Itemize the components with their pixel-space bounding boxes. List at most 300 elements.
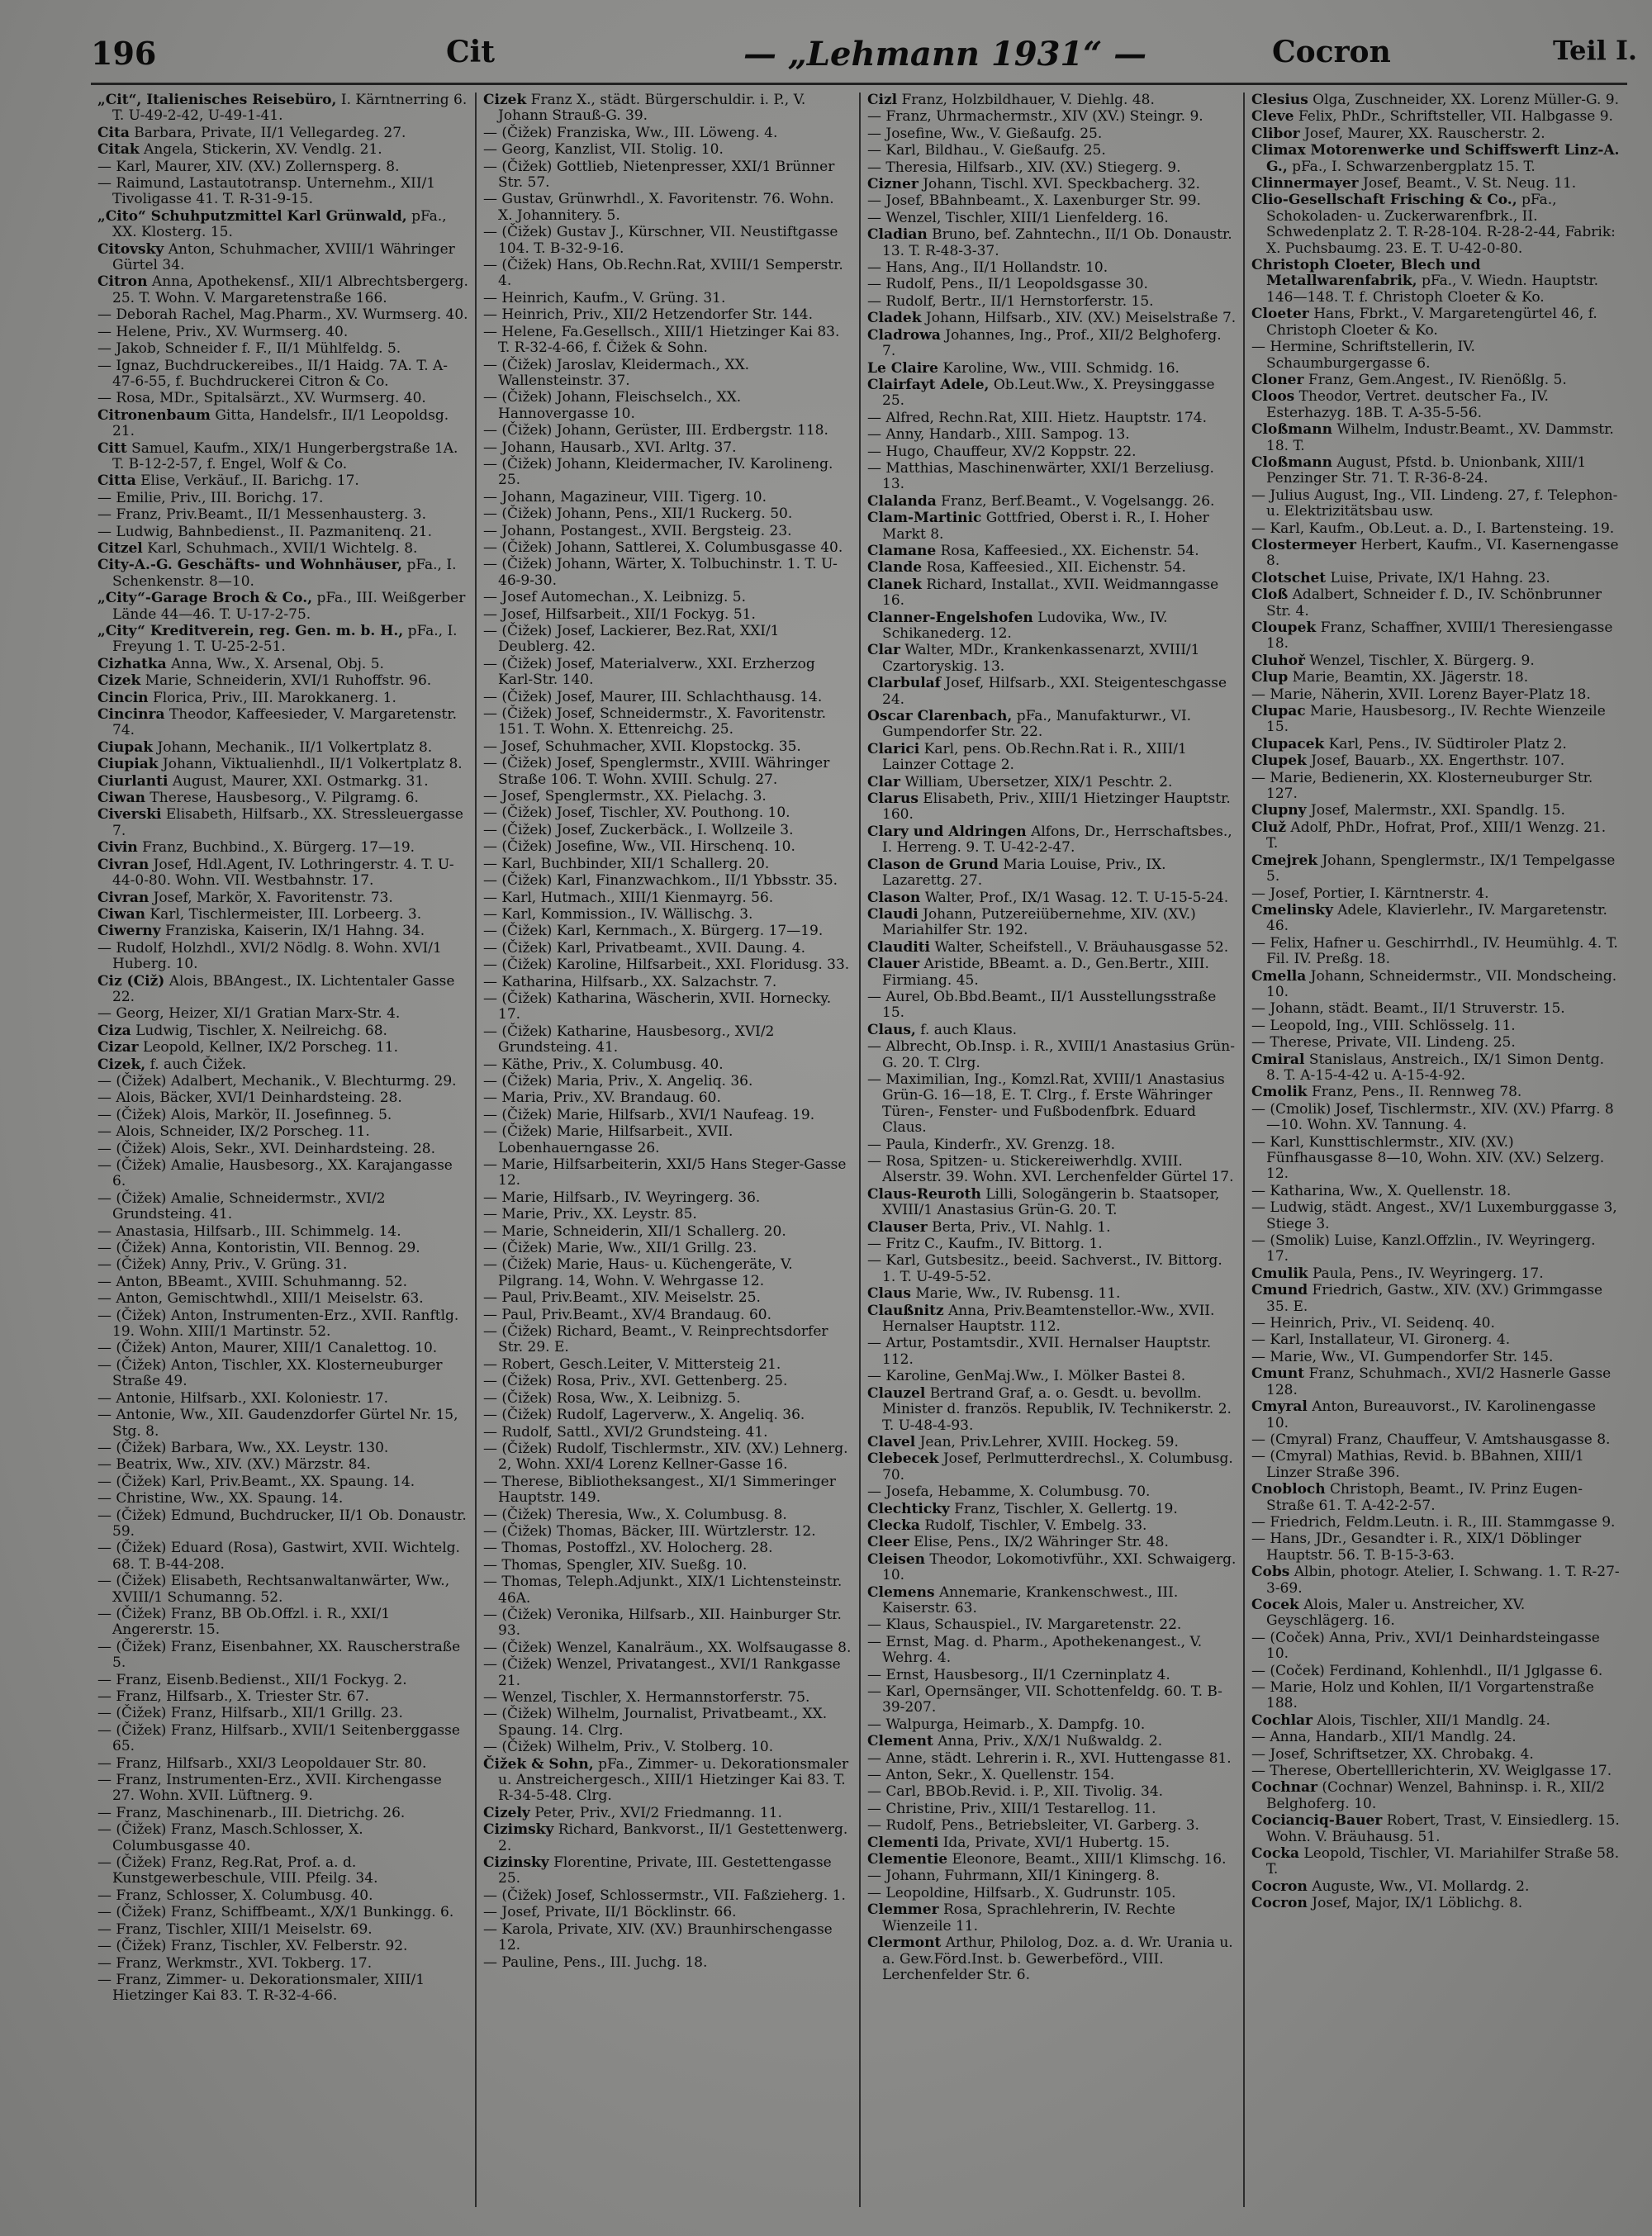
entry-surname: Cmelinsky bbox=[1251, 901, 1333, 919]
entry-details: — Karoline, GenMaj.Ww., I. Mölker Bastei 8. bbox=[867, 1368, 1186, 1385]
entry-details: — Anastasia, Hilfsarb., III. Schimmelg. 14. bbox=[97, 1222, 401, 1240]
entry-details: — Robert, Gesch.Leiter, V. Mittersteig 21. bbox=[483, 1355, 781, 1373]
directory-entry bbox=[867, 1435, 1237, 1450]
directory-entry bbox=[97, 93, 468, 125]
entry-details: Josef, Malermstr., XXI. Spandlg. 15. bbox=[1310, 802, 1565, 819]
directory-entry bbox=[867, 1684, 1237, 1716]
entry-details: Peter, Priv., XVI/2 Friedmanng. 11. bbox=[534, 1804, 782, 1821]
directory-entry bbox=[867, 775, 1237, 790]
entry-surname: Ciupiak bbox=[97, 756, 159, 773]
directory-entry bbox=[97, 1491, 468, 1507]
entry-details: Johann, Viktualienhdl., II/1 Volkertplatz 8. bbox=[162, 756, 463, 773]
entry-details: Arthur, Philolog, Doz. a. d. Wr. Urania u. a. Gew.Förd.Inst. b. Gewerbeförd., VIII. Lerchenfelder Str. 6. bbox=[882, 1935, 1233, 1983]
directory-entry bbox=[97, 1257, 468, 1273]
entry-details: — Marie, Priv., XX. Leystr. 85. bbox=[483, 1206, 697, 1223]
entry-details: — (Čižek) Marie, Haus- u. Küchengeräte, V. Pilgrang. 14, Wohn. V. Wehrgasse 12. bbox=[483, 1256, 793, 1289]
directory-entry bbox=[867, 1751, 1237, 1767]
directory-entry bbox=[867, 1369, 1237, 1384]
entry-surname: Cladian bbox=[867, 226, 928, 244]
entry-details: — (Čižek) Anton, Tischler, XX. Klosterneuburger Straße 49. bbox=[97, 1356, 443, 1390]
directory-entry bbox=[97, 1391, 468, 1407]
entry-details: I. Kärntnerring 6. T. U-49-2-42, U-49-1-41. bbox=[112, 93, 468, 125]
directory-entry bbox=[1251, 704, 1621, 736]
entry-surname: Citt bbox=[97, 439, 127, 457]
entry-details: pFa., XX. Klosterg. 15. bbox=[112, 207, 447, 241]
entry-details: Gottfried, Oberst i. R., I. Hoher Markt 8. bbox=[882, 510, 1209, 543]
entry-surname: Clauser bbox=[867, 1218, 928, 1236]
entry-details: — (Čižek) Eduard (Rosa), Gastwirt, XVII. Wichtelg. 68. T. B-44-208. bbox=[97, 1540, 460, 1573]
directory-entry bbox=[483, 823, 852, 838]
directory-entry bbox=[483, 941, 852, 957]
entry-details: — Marie, Hilfsarbeiterin, XXI/5 Hans Steger-Gasse 12. bbox=[483, 1156, 847, 1189]
directory-entry bbox=[1251, 620, 1621, 653]
entry-details: — (Čižek) Maria, Priv., X. Angeliq. 36. bbox=[483, 1072, 753, 1090]
entry-details: August, Maurer, XXI. Ostmarkg. 31. bbox=[172, 772, 429, 790]
directory-entry bbox=[97, 1040, 468, 1056]
directory-entry bbox=[483, 1207, 852, 1222]
directory-entry bbox=[1251, 1350, 1621, 1365]
entry-details: — (Čižek) Franziska, Ww., III. Löweng. 4. bbox=[483, 124, 778, 141]
directory-entry bbox=[867, 1617, 1237, 1633]
entry-details: — (Čižek) Richard, Beamt., V. Reinprechtsdorfer Str. 29. E. bbox=[483, 1323, 828, 1356]
entry-details: — Leopoldine, Hilfsarb., X. Gudrunstr. 105. bbox=[867, 1884, 1176, 1901]
directory-entry bbox=[97, 242, 468, 274]
directory-entry bbox=[867, 510, 1237, 543]
directory-entry bbox=[97, 1074, 468, 1090]
directory-entry bbox=[867, 577, 1237, 610]
directory-entry bbox=[867, 143, 1237, 159]
entry-details: — Georg, Heizer, XI/1 Gratian Marx-Str. 4. bbox=[97, 1005, 401, 1023]
directory-entry bbox=[483, 540, 852, 556]
directory-entry bbox=[867, 1852, 1237, 1868]
entry-surname: Clauzel bbox=[867, 1384, 926, 1402]
directory-entry bbox=[867, 1484, 1237, 1500]
entry-details: Josef, Bauarb., XX. Engerthstr. 107. bbox=[1311, 752, 1565, 770]
entry-surname: Clande bbox=[867, 559, 923, 577]
entry-details: — (Cmyral) Franz, Chauffeur, V. Amtshausgasse 8. bbox=[1251, 1431, 1611, 1448]
entry-surname: Cita bbox=[97, 124, 130, 141]
directory-entry bbox=[483, 857, 852, 872]
entry-surname: Cizhatka bbox=[97, 655, 167, 672]
directory-entry bbox=[97, 1358, 468, 1390]
entry-details: f. auch Klaus. bbox=[920, 1021, 1018, 1038]
entry-details: Barbara, Private, II/1 Vellegardeg. 27. bbox=[134, 124, 406, 141]
directory-entry bbox=[483, 923, 852, 939]
entry-details: — (Čižek) Barbara, Ww., XX. Leystr. 130. bbox=[97, 1439, 389, 1456]
directory-entry bbox=[867, 560, 1237, 576]
directory-entry bbox=[1251, 339, 1621, 372]
entry-surname: Clason de Grund bbox=[867, 856, 999, 873]
directory-entry bbox=[867, 643, 1237, 675]
entry-details: Adolf, PhDr., Hofrat, Prof., XIII/1 Wenzg. 21. T. bbox=[1266, 819, 1607, 852]
entry-details: — Antonie, Ww., XII. Gaudenzdorfer Gürtel Nr. 15, Stg. 8. bbox=[97, 1407, 458, 1440]
entry-details: — Käthe, Priv., X. Columbusg. 40. bbox=[483, 1056, 724, 1073]
directory-entry bbox=[97, 1441, 468, 1456]
directory-entry bbox=[97, 691, 468, 706]
directory-entry bbox=[483, 1290, 852, 1306]
entry-details: — (Čižek) Theresia, Ww., X. Columbusg. 8. bbox=[483, 1506, 787, 1523]
directory-entry bbox=[1251, 771, 1621, 803]
entry-surname: City-A.-G. Geschäfts- und Wohnhäuser, bbox=[97, 557, 403, 574]
entry-details: — (Čižek) Gustav J., Kürschner, VII. Neustiftgasse 104. T. B-32-9-16. bbox=[483, 224, 838, 257]
directory-entry bbox=[867, 1768, 1237, 1783]
entry-details: — Franz, Uhrmachermstr., XIV (XV.) Steingr. 9. bbox=[867, 108, 1203, 126]
directory-entry bbox=[867, 1253, 1237, 1285]
entry-details: Auguste, Ww., VI. Mollardg. 2. bbox=[1312, 1878, 1530, 1895]
entry-details: — Franz, Hilfsarb., XXI/3 Leopoldauer Str. 80. bbox=[97, 1754, 427, 1772]
entry-details: — Karl, Buchbinder, XII/1 Schallerg. 20. bbox=[483, 855, 770, 872]
directory-entry bbox=[867, 1286, 1237, 1302]
entry-details: — Johann, städt. Beamt., II/1 Struverstr. 15. bbox=[1251, 1000, 1565, 1018]
entry-details: Olga, Zuschneider, XX. Lorenz Müller-G. 9. bbox=[1313, 93, 1619, 108]
directory-entry bbox=[1251, 587, 1621, 620]
entry-details: Wilhelm, Industr.Beamt., XV. Dammstr. 18. T. bbox=[1266, 421, 1614, 454]
directory-entry bbox=[97, 941, 468, 973]
entry-details: — Josef, Hilfsarbeit., XII/1 Fockyg. 51. bbox=[483, 605, 756, 623]
entry-details: — (Čižek) Hans, Ob.Rechn.Rat, XVIII/1 Semperstr. 4. bbox=[483, 257, 843, 290]
entry-details: Alois, Tischler, XII/1 Mandlg. 24. bbox=[1317, 1711, 1550, 1729]
directory-entry bbox=[483, 706, 852, 738]
directory-entry bbox=[483, 1124, 852, 1156]
entry-details: Franz, Pens., II. Rennweg 78. bbox=[1311, 1084, 1522, 1101]
entry-surname: Citovsky bbox=[97, 240, 164, 258]
header-last-word: Cocron bbox=[1272, 35, 1391, 69]
entry-surname: Cizek, bbox=[97, 1056, 146, 1073]
directory-entry bbox=[483, 325, 852, 357]
entry-details: Elise, Pens., IX/2 Währinger Str. 48. bbox=[913, 1534, 1169, 1551]
directory-entry bbox=[97, 1574, 468, 1606]
entry-details: — Christine, Ww., XX. Spaung. 14. bbox=[97, 1490, 344, 1507]
entry-details: — (Čižek) Amalie, Schneidermstr., XVI/2 Grundsteing. 41. bbox=[97, 1189, 386, 1223]
entry-details: — Josef, Schuhmacher, XVII. Klopstockg. 35. bbox=[483, 738, 801, 755]
entry-surname: Cloßmann bbox=[1251, 453, 1332, 471]
directory-entry bbox=[1251, 670, 1621, 686]
entry-details: — Heinrich, Priv., VI. Seidenq. 40. bbox=[1251, 1315, 1495, 1332]
entry-surname: Clauer bbox=[867, 956, 920, 973]
entry-details: — (Cmyral) Mathias, Revid. b. BBahnen, XIII/1 Linzer Straße 396. bbox=[1251, 1448, 1584, 1481]
directory-entry bbox=[1251, 1184, 1621, 1199]
entry-details: Alfons, Dr., Herrschaftsbes., I. Herreng. 9. T. U-42-2-47. bbox=[882, 823, 1232, 857]
entry-details: Bruno, bef. Zahntechn., II/1 Ob. Donaustr. 13. T. R-48-3-37. bbox=[882, 226, 1232, 259]
entry-details: — Klaus, Schauspiel., IV. Margaretenstr. 22. bbox=[867, 1616, 1182, 1634]
entry-details: — (Čižek) Karl, Finanzwachkom., II/1 Ybbsstr. 35. bbox=[483, 872, 838, 890]
entry-details: — Thomas, Postoffzl., XV. Holocherg. 28. bbox=[483, 1540, 773, 1557]
entry-details: — Helene, Priv., XV. Wurmserg. 40. bbox=[97, 323, 349, 340]
entry-details: — (Čižek) Franz, Tischler, XV. Felberstr. 92. bbox=[97, 1938, 408, 1955]
directory-entry bbox=[867, 1039, 1237, 1071]
entry-details: — (Cmolik) Josef, Tischlermstr., XIV. (XV.) Pfarrg. 8—10. Wohn. XV. Tannung. 4. bbox=[1251, 1100, 1614, 1134]
directory-entry bbox=[483, 1905, 852, 1920]
directory-entry bbox=[97, 491, 468, 506]
entry-details: — (Čižek) Karl, Kernmach., X. Bürgerg. 17—19. bbox=[483, 923, 824, 940]
entry-surname: Cizely bbox=[483, 1804, 530, 1821]
entry-details: Richard, Bankvorst., II/1 Gestettenwerg. 2. bbox=[498, 1821, 848, 1854]
entry-details: — (Čižek) Josef, Schneidermstr., X. Favoritenstr. 151. T. Wohn. X. Ettenreichg. 25. bbox=[483, 705, 827, 738]
directory-entry bbox=[97, 507, 468, 523]
entry-details: — (Čižek) Johann, Sattlerei, X. Columbusgasse 40. bbox=[483, 539, 843, 556]
directory-entry bbox=[97, 974, 468, 1006]
directory-entry bbox=[97, 1090, 468, 1106]
entry-details: — (Čižek) Josefine, Ww., VII. Hirschenq. 10. bbox=[483, 838, 795, 856]
entry-details: — Hans, Ang., II/1 Hollandstr. 10. bbox=[867, 259, 1108, 277]
directory-entry bbox=[97, 1756, 468, 1772]
entry-surname: Civran bbox=[97, 889, 150, 906]
directory-entry bbox=[1251, 176, 1621, 192]
entry-details: (Cochnar) Wenzel, Bahninsp. i. R., XII/2 Belghoferg. 10. bbox=[1266, 1779, 1605, 1812]
entry-details: — Alois, Schneider, IX/2 Porscheg. 11. bbox=[97, 1123, 370, 1141]
directory-entry bbox=[97, 1706, 468, 1721]
entry-details: Anna, Priv., X/X/1 Nußwaldg. 2. bbox=[938, 1733, 1163, 1750]
directory-entry bbox=[483, 93, 852, 125]
entry-details: — Matthias, Maschinenwärter, XXI/1 Berzeliusg. 13. bbox=[867, 459, 1214, 493]
entry-surname: Clam-Martinic bbox=[867, 510, 982, 527]
entry-details: — Rudolf, Pens., II/1 Leopoldsgasse 30. bbox=[867, 276, 1148, 293]
directory-entry bbox=[867, 940, 1237, 956]
entry-surname: Cochnar bbox=[1251, 1779, 1317, 1797]
directory-entry bbox=[1251, 1531, 1621, 1564]
directory-entry bbox=[97, 1457, 468, 1473]
directory-entry bbox=[483, 756, 852, 788]
entry-details: Richard, Installat., XVII. Weidmanngasse 16. bbox=[882, 576, 1219, 610]
entry-details: Rosa, Kaffeesied., XII. Eichenstr. 54. bbox=[926, 559, 1186, 577]
entry-surname: Cizinsky bbox=[483, 1854, 549, 1872]
entry-details: — Deborah Rachel, Mag.Pharm., XV. Wurmserg. 40. bbox=[97, 306, 468, 324]
directory-entry bbox=[97, 1773, 468, 1805]
entry-details: — (Čižek) Josef, Zuckerbäck., I. Wollzeile 3. bbox=[483, 821, 794, 838]
directory-entry bbox=[97, 1973, 468, 2005]
entry-details: — (Čižek) Gottlieb, Nietenpresser, XXI/1 Brünner Str. 57. bbox=[483, 158, 835, 192]
directory-entry bbox=[483, 1955, 852, 1971]
entry-details: — Marie, Näherin, XVII. Lorenz Bayer-Platz 18. bbox=[1251, 686, 1591, 703]
directory-entry bbox=[1251, 803, 1621, 819]
directory-entry bbox=[97, 142, 468, 158]
directory-entry bbox=[97, 923, 468, 939]
directory-entry bbox=[97, 126, 468, 141]
entry-details: Elise, Verkäuf., II. Barichg. 17. bbox=[140, 472, 359, 490]
entry-details: Johann, Putzereiübernehme, XIV. (XV.) Mariahilfer Str. 192. bbox=[882, 905, 1196, 939]
entry-surname: Cincinra bbox=[97, 706, 165, 724]
entry-details: — (Čižek) Johann, Kleidermacher, IV. Karolineng. 25. bbox=[483, 455, 833, 489]
entry-surname: Cloner bbox=[1251, 371, 1304, 388]
entry-surname: Cizek bbox=[483, 93, 527, 108]
entry-details: — Jakob, Schneider f. F., II/1 Mühlfeldg. 5. bbox=[97, 340, 401, 358]
directory-entry bbox=[483, 907, 852, 923]
entry-surname: Claus-Reuroth bbox=[867, 1185, 981, 1203]
entry-details: — Anna, Handarb., XII/1 Mandlg. 24. bbox=[1251, 1729, 1517, 1746]
entry-details: Stanislaus, Anstreich., IX/1 Simon Dentg. 8. T. A-15-4-42 u. A-15-4-92. bbox=[1266, 1051, 1604, 1084]
entry-details: Anton, Schuhmacher, XVIII/1 Währinger Gürtel 34. bbox=[112, 240, 455, 274]
directory-entry bbox=[483, 839, 852, 855]
directory-entry bbox=[483, 1640, 852, 1656]
entry-details: Anna, Ww., X. Arsenal, Obj. 5. bbox=[171, 655, 384, 672]
entry-surname: Ciwan bbox=[97, 905, 145, 923]
entry-details: — Josef, BBahnbeamt., X. Laxenburger Str. 99. bbox=[867, 192, 1201, 210]
entry-surname: Clar bbox=[867, 773, 900, 790]
directory-entry bbox=[97, 341, 468, 357]
entry-details: Ida, Private, XVI/1 Hubertg. 15. bbox=[942, 1834, 1170, 1851]
entry-details: — Wenzel, Tischler, X. Hermannstorferstr. 75. bbox=[483, 1689, 810, 1706]
entry-details: — Marie, Ww., VI. Gumpendorfer Str. 145. bbox=[1251, 1348, 1554, 1365]
entry-details: — Josef, Schriftsetzer, XX. Chrobakg. 4. bbox=[1251, 1745, 1534, 1763]
directory-entry bbox=[1251, 737, 1621, 752]
entry-details: — (Čižek) Wilhelm, Journalist, Privatbeamt., XX. Spaung. 14. Clrg. bbox=[483, 1706, 828, 1739]
directory-entry bbox=[483, 307, 852, 323]
directory-entry bbox=[1251, 1730, 1621, 1745]
directory-entry bbox=[1251, 126, 1621, 142]
directory-entry bbox=[97, 673, 468, 689]
entry-details: Franz, Schaffner, XVIII/1 Theresiengasse 18. bbox=[1266, 620, 1613, 653]
directory-title: — „Lehmann 1931“ — bbox=[743, 35, 1147, 74]
entry-details: pFa., III. Weißgerber Lände 44—46. T. U-17-2-75. bbox=[112, 590, 466, 623]
directory-entry bbox=[867, 1802, 1237, 1817]
directory-entry bbox=[483, 1740, 852, 1755]
directory-entry bbox=[97, 1474, 468, 1490]
directory-entry bbox=[483, 1888, 852, 1904]
entry-details: Felix, PhDr., Schriftsteller, VII. Halbgasse 9. bbox=[1298, 108, 1613, 126]
directory-entry bbox=[483, 1558, 852, 1574]
entry-surname: Cloupek bbox=[1251, 620, 1317, 636]
entry-details: — Karl, Kunsttischlermstr., XIV. (XV.) Fünfhausgasse 8—10, Wohn. XIV. (XV.) Selzerg. 12. bbox=[1251, 1133, 1605, 1183]
directory-entry bbox=[483, 1090, 852, 1106]
entry-details: f. auch Čižek. bbox=[150, 1056, 247, 1073]
directory-entry bbox=[97, 1541, 468, 1573]
entry-details: Herbert, Kaufm., VI. Kasernengasse 8. bbox=[1266, 536, 1619, 570]
directory-entry bbox=[483, 805, 852, 821]
entry-details: — Pauline, Pens., III. Juchg. 18. bbox=[483, 1954, 708, 1971]
entry-details: pFa., I. Schwarzenbergplatz 15. T. bbox=[1292, 158, 1536, 175]
entry-details: — Franz, Eisenb.Bedienst., XII/1 Fockyg. 2. bbox=[97, 1671, 407, 1688]
entry-details: Josef, Hdl.Agent, IV. Lothringerstr. 4. T. U-44-0-80. Wohn. VII. Westbahnstr. 17. bbox=[112, 856, 454, 890]
entry-details: — Maria, Priv., XV. Brandaug. 60. bbox=[483, 1090, 721, 1107]
directory-entry bbox=[1251, 455, 1621, 487]
column-4 bbox=[1243, 93, 1627, 2207]
entry-details: — (Čižek) Franz, Schiffbeamt., X/X/1 Bunkingg. 6. bbox=[97, 1904, 454, 1921]
entry-details: — Anne, städt. Lehrerin i. R., XVI. Huttengasse 81. bbox=[867, 1749, 1232, 1767]
entry-details: Franz, Holzbildhauer, V. Diehlg. 48. bbox=[901, 93, 1155, 108]
entry-details: — Marie, Hilfsarb., IV. Weyringerg. 36. bbox=[483, 1189, 761, 1206]
entry-details: — (Čižek) Katharine, Hausbesorg., XVI/2 Grundsteing. 41. bbox=[483, 1023, 775, 1056]
entry-surname: Cluž bbox=[1251, 819, 1287, 836]
entry-details: — Marie, Schneiderin, XII/1 Schallerg. 20. bbox=[483, 1222, 786, 1240]
directory-entry bbox=[97, 1822, 468, 1854]
entry-details: — (Smolik) Luise, Kanzl.Offzlin., IV. Weyringerg. 17. bbox=[1251, 1232, 1596, 1265]
entry-details: — Heinrich, Priv., XII/2 Hetzendorfer Str. 144. bbox=[483, 306, 814, 324]
entry-surname: Ciwerny bbox=[97, 923, 161, 940]
directory-entry bbox=[483, 890, 852, 906]
directory-entry bbox=[483, 1308, 852, 1323]
directory-entry bbox=[97, 657, 468, 672]
entry-details: — Josefa, Hebamme, X. Columbusg. 70. bbox=[867, 1484, 1151, 1501]
entry-details: — (Čižek) Karl, Privatbeamt., XVII. Daung. 4. bbox=[483, 939, 806, 957]
directory-entry bbox=[867, 990, 1237, 1022]
entry-surname: Clebecek bbox=[867, 1450, 939, 1468]
entry-details: Josef, Beamt., V. St. Neug. 11. bbox=[1363, 175, 1577, 192]
entry-details: — Anton, Sekr., X. Quellenstr. 154. bbox=[867, 1767, 1115, 1784]
directory-entry bbox=[867, 1336, 1237, 1368]
directory-entry bbox=[867, 109, 1237, 125]
entry-details: — Thomas, Spengler, XIV. Sueßg. 10. bbox=[483, 1556, 748, 1574]
entry-details: — (Čižek) Franz, Masch.Schlosser, X. Columbusgasse 40. bbox=[97, 1821, 363, 1854]
directory-entry bbox=[483, 1108, 852, 1123]
directory-entry bbox=[97, 857, 468, 890]
entry-details: Josef, Maurer, XX. Rauscherstr. 2. bbox=[1304, 125, 1545, 142]
header-first-word: Cit bbox=[446, 35, 495, 69]
entry-surname: Clemmer bbox=[867, 1901, 939, 1919]
directory-entry bbox=[97, 1855, 468, 1887]
entry-details: — Rudolf, Sattl., XVI/2 Grundsteing. 41. bbox=[483, 1423, 768, 1441]
directory-entry bbox=[867, 1303, 1237, 1336]
entry-details: — (Čižek) Rosa, Priv., XVI. Gettenberg. 25. bbox=[483, 1373, 788, 1390]
header-rule bbox=[91, 83, 1627, 85]
entry-details: — Aurel, Ob.Bbd.Beamt., II/1 Ausstellungsstraße 15. bbox=[867, 988, 1217, 1022]
entry-details: Jean, Priv.Lehrer, XVIII. Hockeg. 59. bbox=[919, 1433, 1179, 1450]
directory-entry bbox=[867, 1154, 1237, 1186]
directory-entry bbox=[483, 1757, 852, 1805]
entry-surname: Cincin bbox=[97, 689, 149, 706]
entry-surname: Citron bbox=[97, 273, 148, 291]
directory-entry bbox=[1251, 886, 1621, 902]
entry-details: Johann, Hilfsarb., XIV. (XV.) Meiselstraße 7. bbox=[925, 310, 1237, 327]
directory-entry bbox=[867, 709, 1237, 741]
directory-entry bbox=[97, 807, 468, 839]
entry-details: pFa., Manufakturwr., VI. Gumpendorfer Str. 22. bbox=[882, 708, 1192, 741]
entry-details: Anna, Priv.Beamtenstellor.-Ww., XVII. Hernalser Hauptstr. 112. bbox=[882, 1302, 1215, 1336]
directory-entry bbox=[1251, 389, 1621, 421]
directory-entry bbox=[1251, 687, 1621, 703]
directory-entry bbox=[867, 1220, 1237, 1236]
directory-entry bbox=[483, 1806, 852, 1821]
directory-entry bbox=[867, 1518, 1237, 1534]
directory-entry bbox=[483, 1474, 852, 1507]
entry-surname: Cizimsky bbox=[483, 1821, 554, 1839]
directory-entry bbox=[1251, 1200, 1621, 1232]
directory-entry bbox=[483, 291, 852, 306]
entry-details: — Paul, Priv.Beamt., XV/4 Brandaug. 60. bbox=[483, 1306, 771, 1323]
entry-surname: Ciz (Ciž) bbox=[97, 972, 165, 990]
directory-entry bbox=[97, 1689, 468, 1705]
entry-details: Marie, Ww., IV. Rubensg. 11. bbox=[915, 1285, 1121, 1303]
entry-details: — Franz, Maschinenarb., III. Dietrichg. 26. bbox=[97, 1804, 406, 1821]
entry-details: Marie, Beamtin, XX. Jägerstr. 18. bbox=[1292, 669, 1529, 686]
entry-details: Josef, Hilfsarb., XXI. Steigenteschgasse 24. bbox=[882, 675, 1227, 708]
directory-entry bbox=[97, 473, 468, 489]
entry-surname: Clupacek bbox=[1251, 735, 1325, 752]
directory-entry bbox=[867, 1635, 1237, 1667]
directory-entry bbox=[97, 1023, 468, 1039]
entry-details: Franz, Schuhmach., XVI/2 Hasnerle Gasse 128. bbox=[1266, 1365, 1612, 1398]
entry-surname: Clinnermayer bbox=[1251, 175, 1359, 192]
directory-entry bbox=[1251, 1052, 1621, 1085]
directory-entry bbox=[483, 991, 852, 1023]
page-number: 196 bbox=[91, 35, 157, 72]
directory-entry bbox=[483, 258, 852, 290]
entry-surname: Citronenbaum bbox=[97, 406, 211, 424]
directory-entry bbox=[483, 1024, 852, 1056]
entry-surname: Civerski bbox=[97, 806, 162, 824]
directory-entry bbox=[1251, 820, 1621, 852]
entry-details: Elisabeth, Hilfsarb., XX. Stressleuergasse 7. bbox=[112, 806, 463, 839]
directory-entry bbox=[1251, 1482, 1621, 1514]
directory-entry bbox=[483, 975, 852, 990]
entry-surname: Cizek bbox=[97, 672, 141, 690]
entry-details: — Gustav, Grünwrhdl., X. Favoritenstr. 76. Wohn. X. Johannitery. 5. bbox=[483, 191, 834, 224]
directory-entry bbox=[1251, 969, 1621, 1001]
entry-details: — Karl, Hutmach., XIII/1 Kienmayrg. 56. bbox=[483, 889, 774, 906]
entry-surname: Clary und Aldringen bbox=[867, 823, 1027, 840]
directory-entry bbox=[867, 957, 1237, 989]
column-2 bbox=[475, 93, 859, 2207]
entry-surname: Clavel bbox=[867, 1433, 916, 1450]
